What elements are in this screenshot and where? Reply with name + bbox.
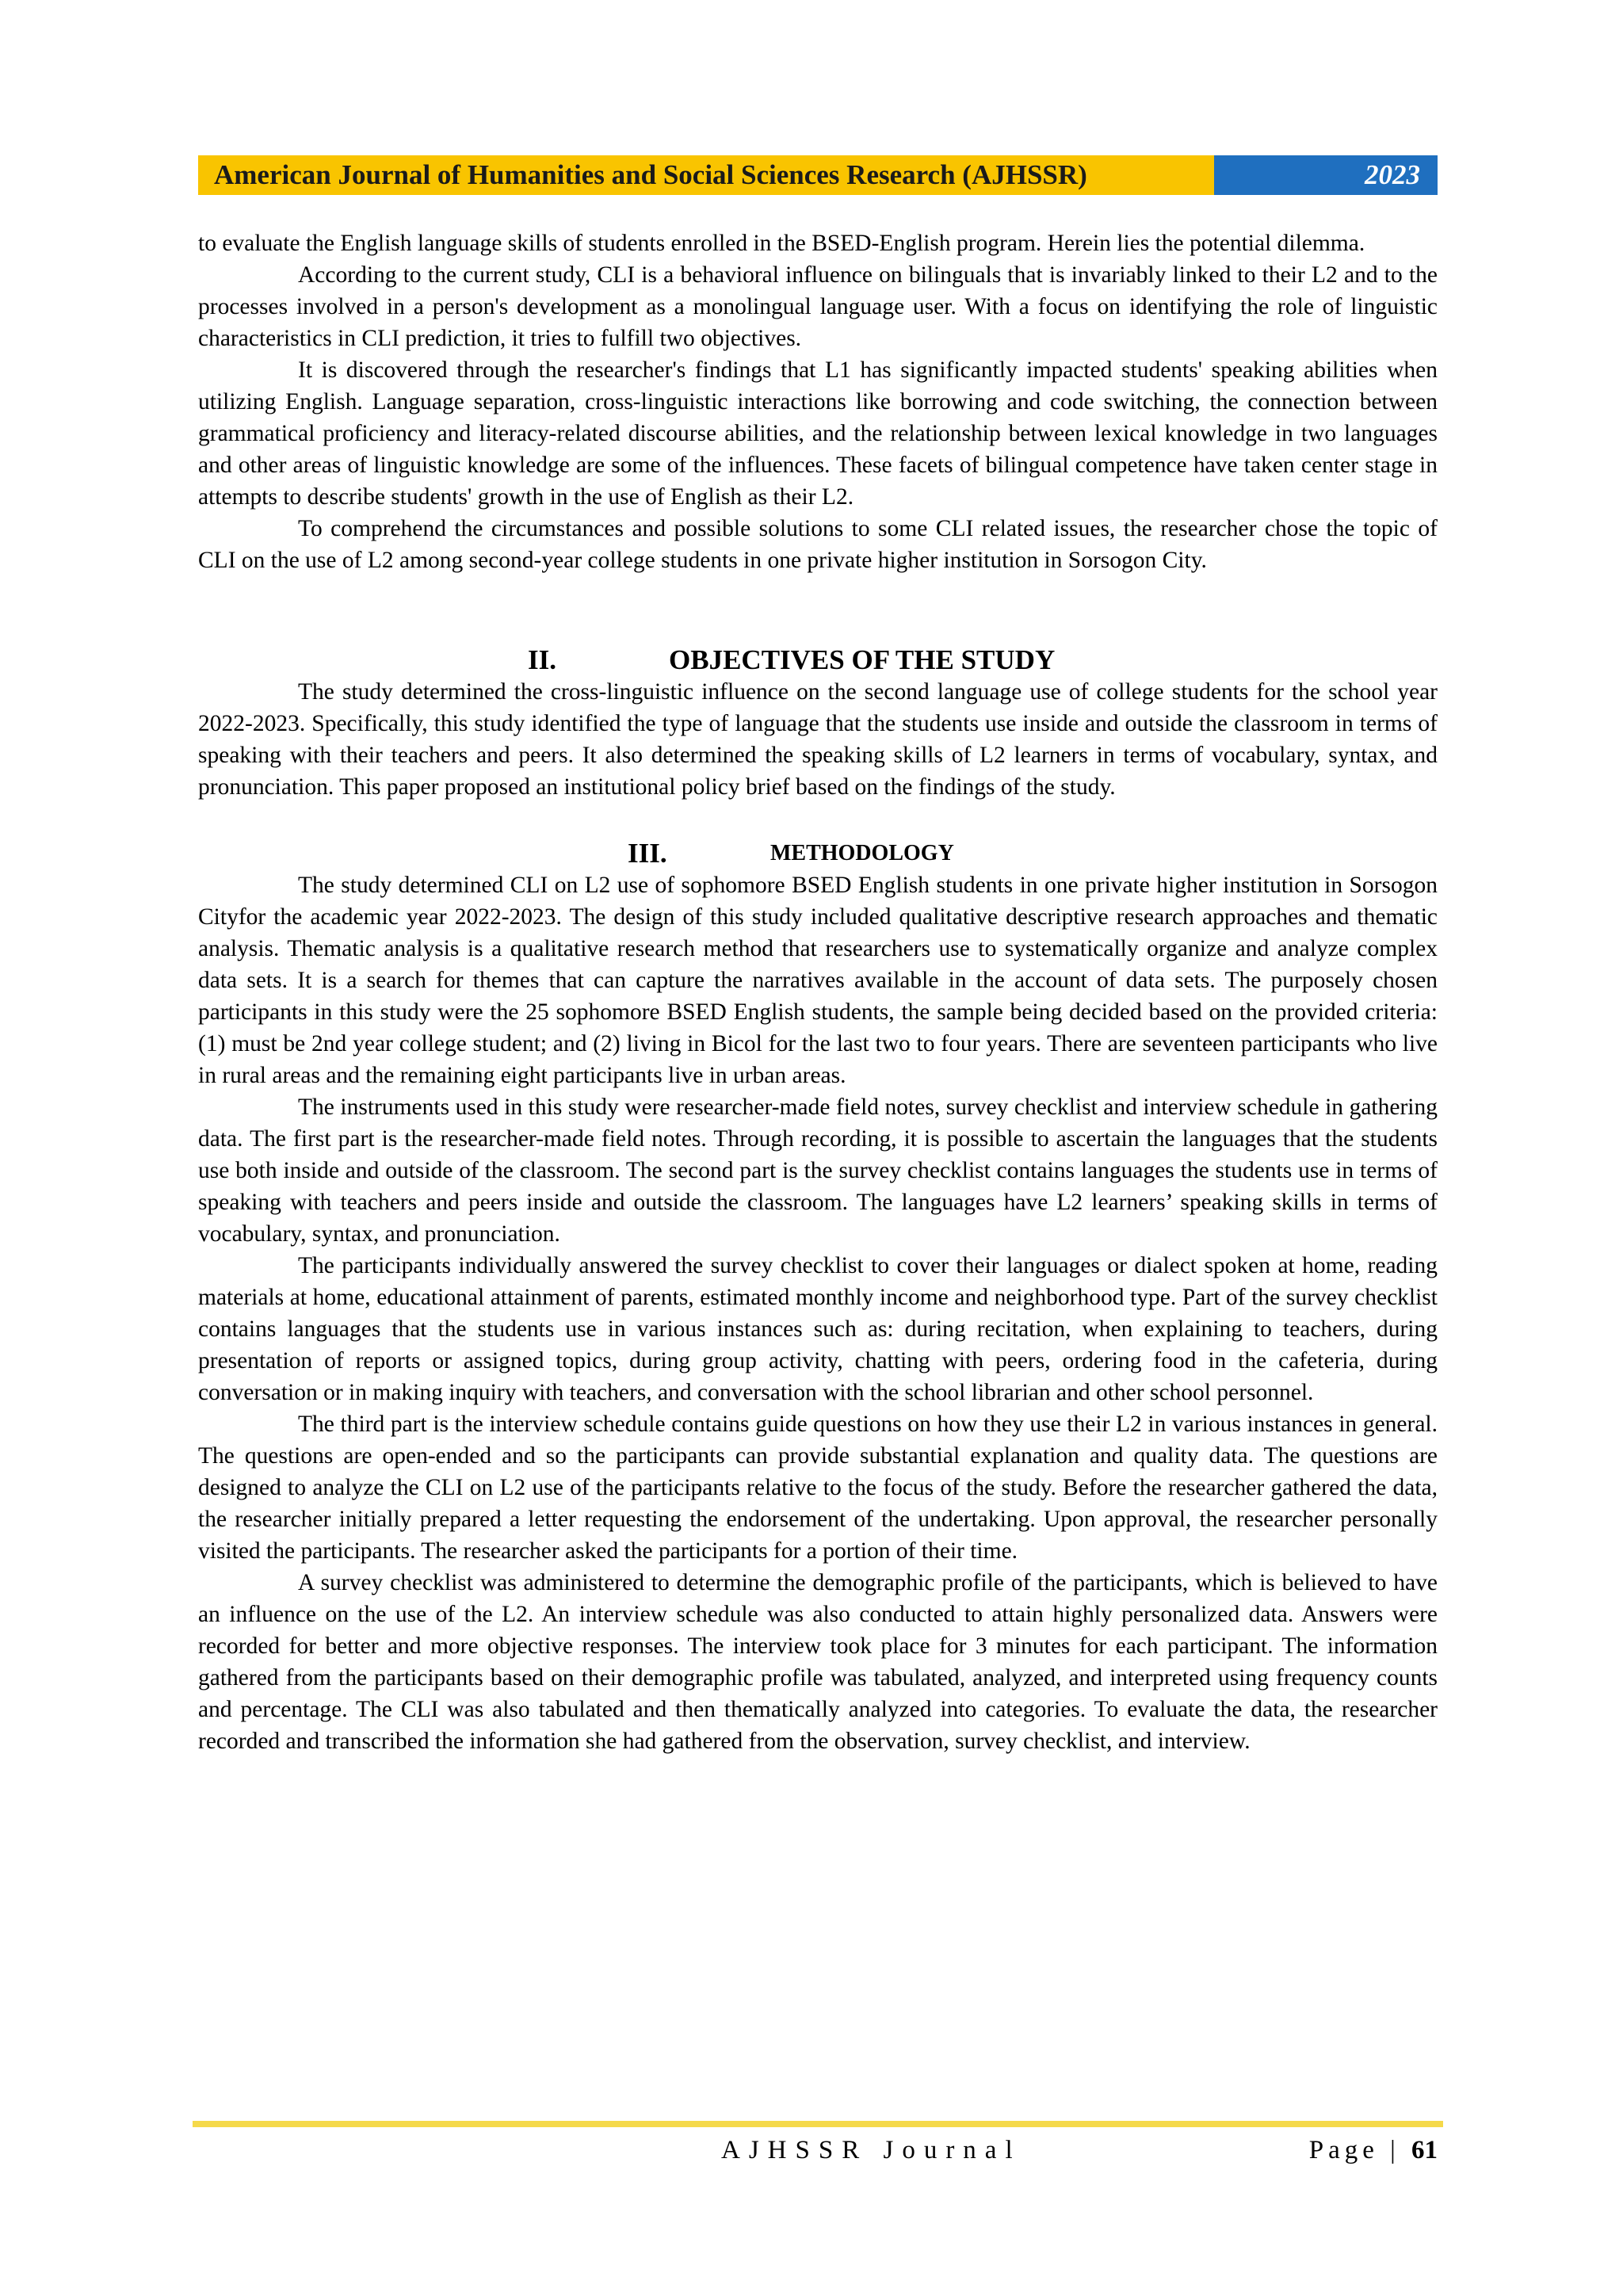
methodology-heading: [198, 838, 1438, 869]
article-body: [198, 227, 1438, 1757]
objectives-heading: [198, 644, 1438, 676]
objectives-paragraph: The study determined the cross-linguistic influence on the second language use of college students for the school year 2022-2023. Specifically, this study identified the type of language that the students use inside and outside the classroom in terms of speaking with their teachers and peers. It also determined the speaking skills of L2 learners in terms of vocabulary, syntax, and pronunciation. This paper proposed an institutional policy brief based on the findings of the study.: [198, 679, 1438, 800]
methodology-paragraph: The instruments used in this study were researcher-made field notes, survey checklist and interview schedule in gathering data. The first part is the researcher-made field notes. Through recording, it is possible to ascertain the languages that the students use both inside and outside of the classroom. The second part is the survey checklist contains languages the students use in terms of speaking with teachers and peers inside and outside the classroom. The languages have L2 learners’ speaking skills in terms of vocabulary, syntax, and pronunciation.: [198, 1095, 1438, 1247]
methodology-paragraph: The participants individually answered the survey checklist to cover their languages or dialect spoken at home, reading materials at home, educational attainment of parents, estimated monthly income and neighborhood type. Part of the survey checklist contains languages that the students use in various instances such as: during recitation, when explaining to teachers, during presentation of reports or assigned topics, during group activity, chatting with peers, ordering food in the cafeteria, during conversation or in making inquiry with teachers, and conversation with the school librarian and other school personnel.: [198, 1253, 1438, 1405]
section-title: OBJECTIVES OF THE STUDY: [669, 644, 1056, 675]
page-indicator: [1309, 2130, 1438, 2170]
intro-paragraph: It is discovered through the researcher's findings that L1 has significantly impacted students' speaking abilities when utilizing English. Language separation, cross-linguistic interactions like borrowing and code switching, the connection between grammatical proficiency and literacy-related discourse abilities, and the relationship between lexical knowledge in two languages and other areas of linguistic knowledge are some of the influences. These facets of bilingual competence have taken center stage in attempts to describe students' growth in the use of English as their L2.: [198, 357, 1438, 510]
page-label: Page |: [1308, 2136, 1400, 2164]
methodology-paragraph: The third part is the interview schedule contains guide questions on how they use their L2 in various instances in general. The questions are open-ended and so the participants can provide substantial explanation and quality data. The questions are designed to analyze the CLI on L2 use of the participants relative to the focus of the study. Before the researcher gathered the data, the researcher initially prepared a letter requesting the endorsement of the undertaking. Upon approval, the researcher personally visited the participants. The researcher asked the participants for a portion of their time.: [198, 1412, 1438, 1564]
footer-journal: AJHSSR Journal: [721, 2136, 1022, 2164]
intro-paragraph: According to the current study, CLI is a behavioral influence on bilinguals that is invariably linked to their L2 and to the processes involved in a person's development as a monolingual language user. With a focus on identifying the role of linguistic characteristics in CLI prediction, it tries to fulfill two objectives.: [198, 262, 1438, 351]
section-number: II.: [528, 644, 556, 675]
journal-year: 2023: [1214, 155, 1438, 195]
page-number: 61: [1411, 2136, 1438, 2164]
intro-paragraph: To comprehend the circumstances and possible solutions to some CLI related issues, the researcher chose the topic of CLI on the use of L2 among second-year college students in one private higher institution in Sorsogon City.: [198, 516, 1438, 573]
footer-divider: [193, 2121, 1443, 2127]
methodology-paragraph: The study determined CLI on L2 use of sophomore BSED English students in one private higher institution in Sorsogon Cityfor the academic year 2022-2023. The design of this study included qualitative descriptive research approaches and thematic analysis. Thematic analysis is a qualitative research method that researchers use to systematically organize and analyze complex data sets. It is a search for themes that can capture the narratives available in the account of data sets. The purposely chosen participants in this study were the 25 sophomore BSED English students, the sample being decided based on the provided criteria: (1) must be 2nd year college student; and (2) living in Bicol for the last two to four years. There are seventeen participants who live in rural areas and the remaining eight participants live in urban areas.: [198, 873, 1438, 1088]
journal-title: American Journal of Humanities and Social Sciences Research (AJHSSR): [198, 155, 1214, 195]
section-number: III.: [628, 838, 667, 869]
methodology-paragraph: A survey checklist was administered to determine the demographic profile of the participants, which is believed to have an influence on the use of the L2. An interview schedule was also conducted to attain highly personalized data. Answers were recorded for better and more objective responses. The interview took place for 3 minutes for each participant. The information gathered from the participants based on their demographic profile was tabulated, analyzed, and interpreted using frequency counts and percentage. The CLI was also tabulated and then thematically analyzed into categories. To evaluate the data, the researcher recorded and transcribed the information she had gathered from the observation, survey checklist, and interview.: [198, 1570, 1438, 1754]
page-footer: [198, 2130, 1438, 2170]
journal-header: [198, 155, 1438, 195]
intro-paragraph: to evaluate the English language skills of students enrolled in the BSED-English program. Herein lies the potential dilemma.: [198, 231, 1365, 256]
section-title: METHODOLOGY: [770, 841, 954, 865]
